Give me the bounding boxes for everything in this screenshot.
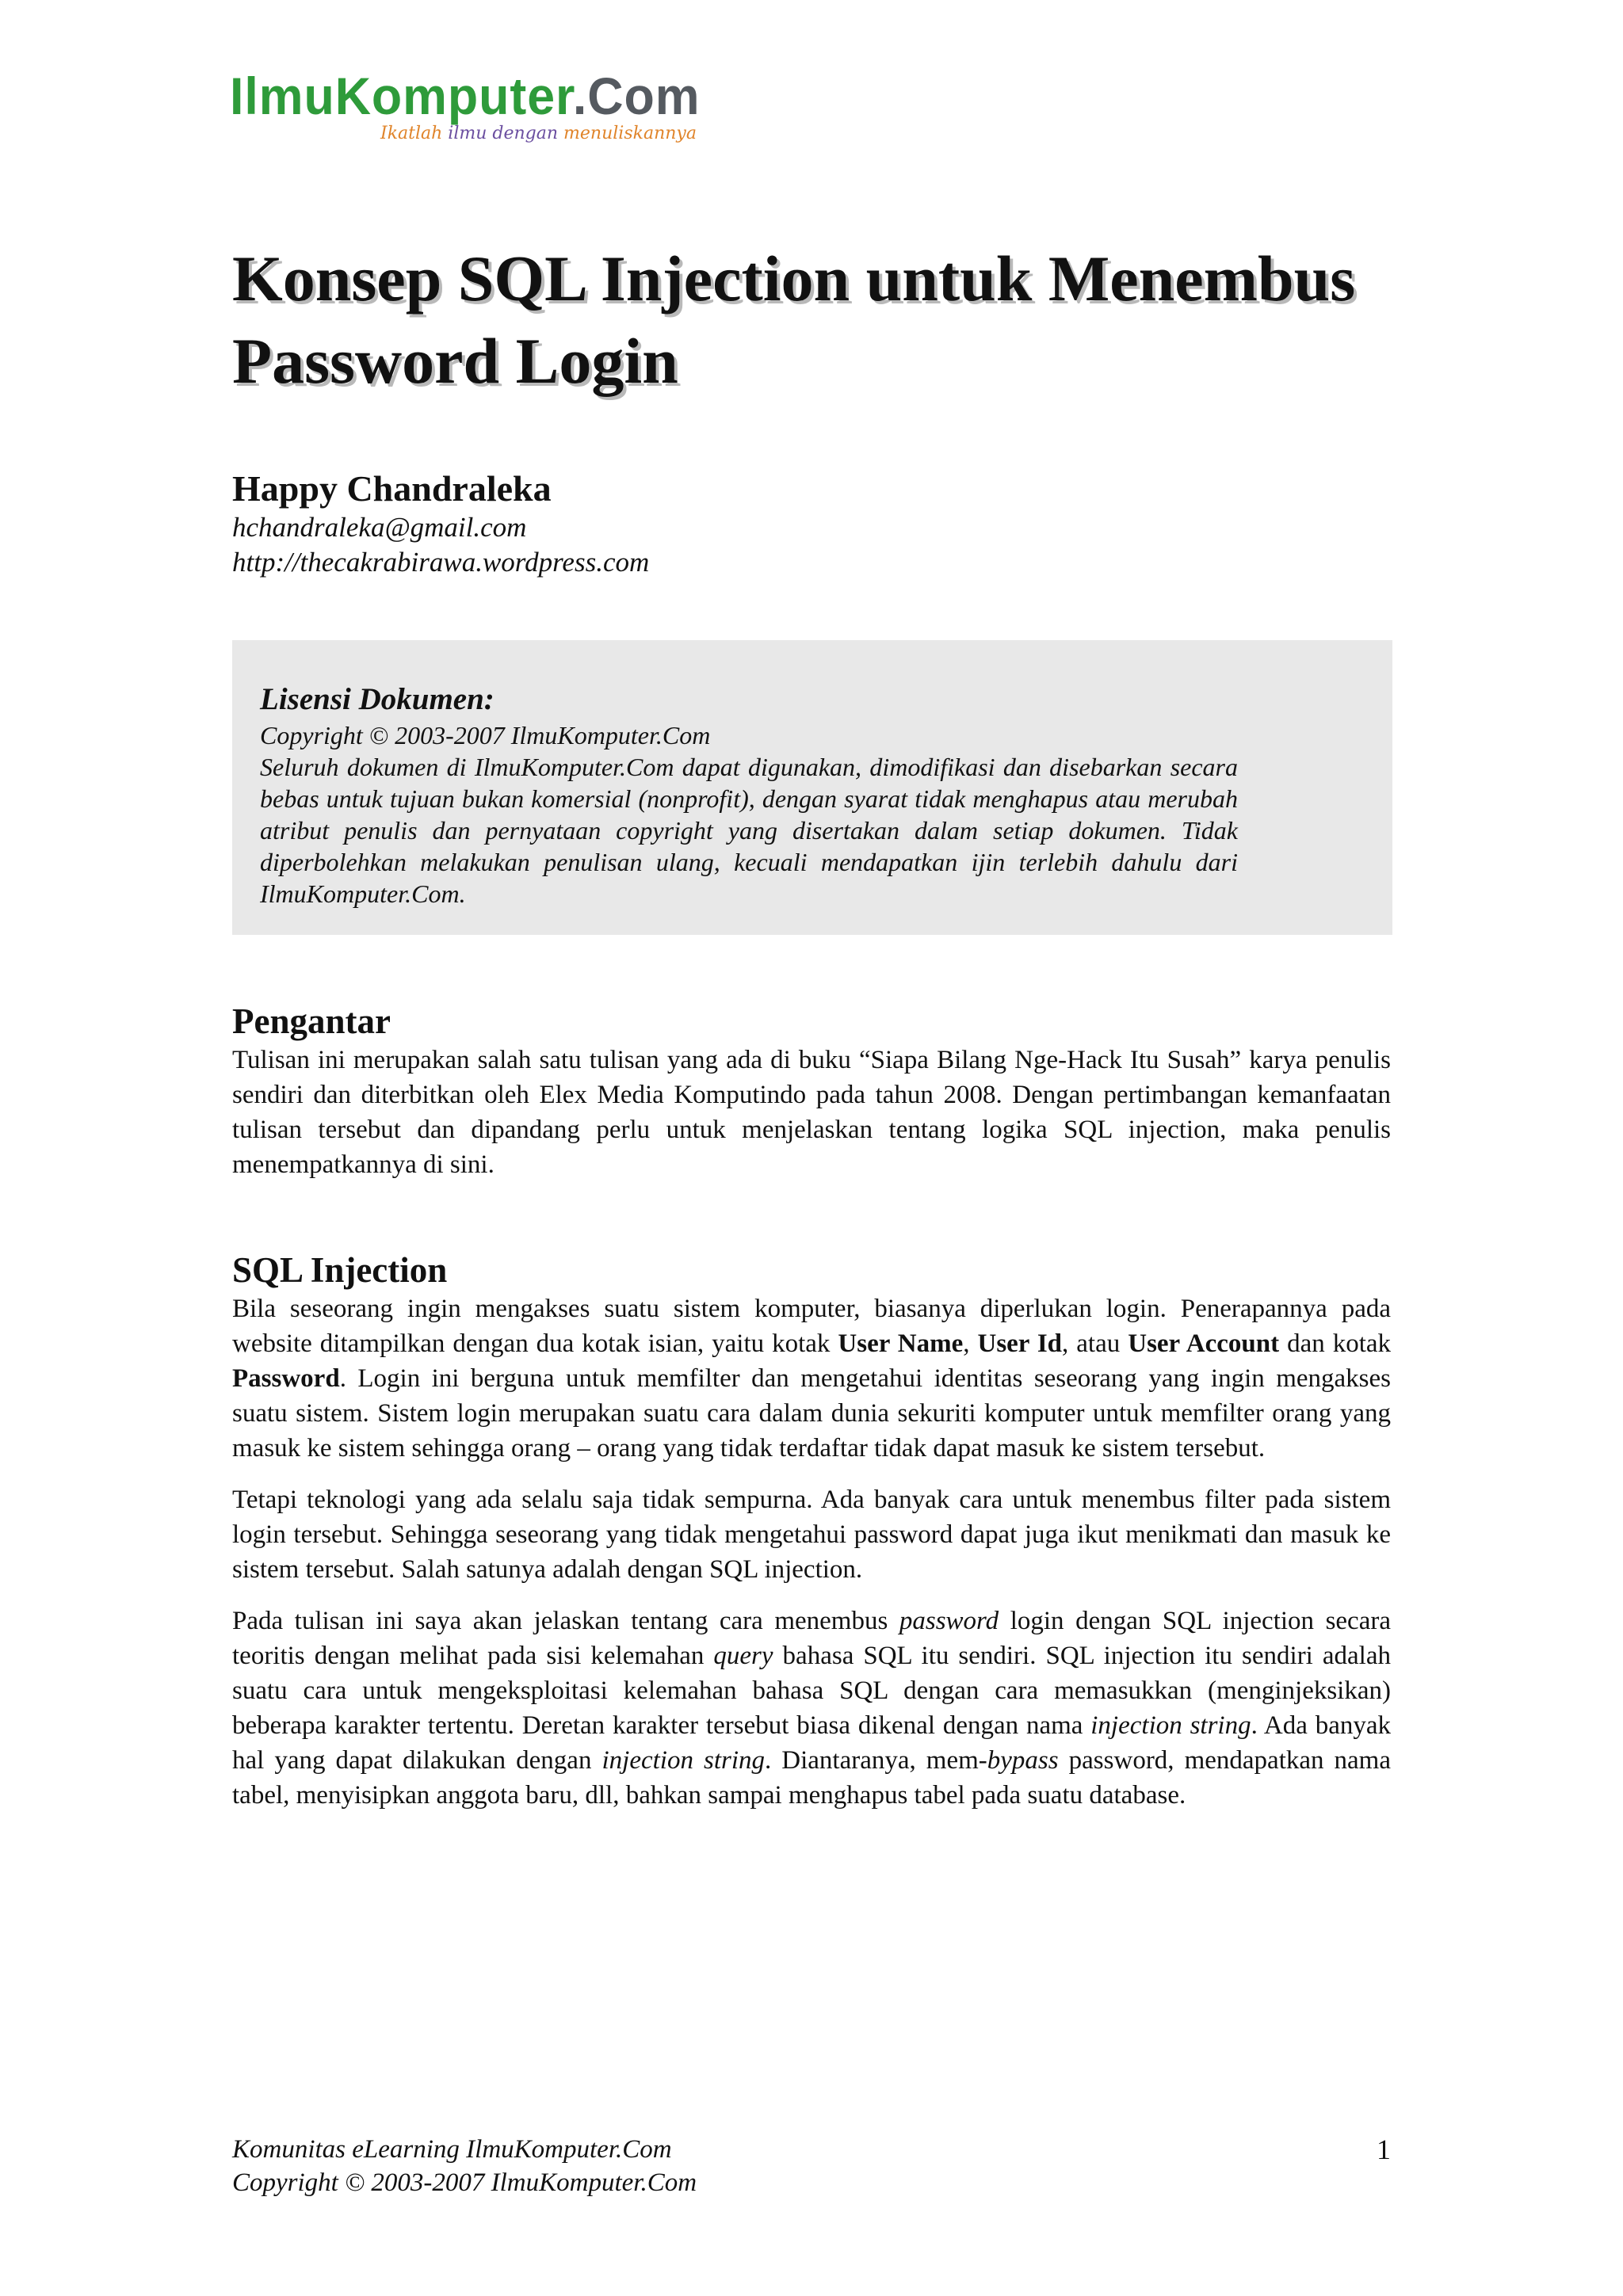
footer-community: Komunitas eLearning IlmuKomputer.Com <box>232 2135 672 2164</box>
text-run: . Login ini berguna untuk memfilter dan mengetahui identitas seseorang yang ingin mengakses suatu sistem. Sistem login merupakan suatu cara dalam dunia sekuriti komputer untuk memfilter orang yang masuk ke sistem sehingga orang – orang yang tidak terdaftar tidak dapat masuk ke sistem tersebut. <box>232 1364 1391 1463</box>
italic-term: query <box>713 1642 773 1670</box>
italic-term: bypass <box>987 1746 1059 1775</box>
italic-term: password <box>899 1607 999 1635</box>
bold-term: Password <box>232 1364 340 1393</box>
logo-wordmark <box>230 67 701 125</box>
section-paragraph <box>232 1604 1391 1813</box>
logo-komputer: Komputer <box>334 67 573 125</box>
logo-com: .Com <box>572 67 701 125</box>
document-title: Konsep SQL Injection untuk Menembus Password Login <box>232 242 1356 397</box>
text-run: login dengan SQL injection secara teoritis dengan melihat pada sisi kelemahan <box>232 1607 1391 1670</box>
bold-term: User Account <box>1128 1329 1280 1358</box>
logo-tagline-mid: ilmu dengan <box>448 124 559 143</box>
logo-ilmu: Ilmu <box>230 67 335 125</box>
author-name: Happy Chandraleka <box>232 468 552 509</box>
license-copyright: Copyright © 2003-2007 IlmuKomputer.Com <box>260 721 711 749</box>
text-run: Pada tulisan ini saya akan jelaskan tentang cara menembus <box>232 1607 899 1635</box>
author-website: http://thecakrabirawa.wordpress.com <box>232 547 650 578</box>
text-run: dan kotak <box>1279 1329 1392 1358</box>
license-title: Lisensi Dokumen: <box>260 682 495 716</box>
section-heading: Pengantar <box>232 1001 391 1041</box>
license-box <box>232 640 1392 935</box>
text-run: bahasa SQL itu sendiri. SQL injection itu sendiri adalah suatu cara untuk mengeksploitasi kelemahan bahasa SQL dengan cara memasukkan (menginjeksikan) beberapa karakter tertentu. Deretan karakter tersebut biasa dikenal dengan nama <box>232 1642 1391 1740</box>
footer-copyright: Copyright © 2003-2007 IlmuKomputer.Com <box>232 2168 697 2197</box>
text-run: . Ada banyak hal yang dapat dilakukan dengan <box>232 1711 1391 1775</box>
italic-term: injection string <box>1090 1711 1251 1740</box>
site-logo <box>230 67 725 143</box>
page-number: 1 <box>1377 2134 1391 2165</box>
logo-tagline-end: menuliskannya <box>558 124 697 143</box>
license-body: Seluruh dokumen di IlmuKomputer.Com dapat digunakan, dimodifikasi dan disebarkan secara bebas untuk tujuan bukan komersial (nonprofit), dengan syarat tidak menghapus atau merubah atribut penulis dan pernyataan copyright yang disertakan dalam setiap dokumen. Tidak diperbolehkan melakukan penulisan ulang, kecuali mendapatkan ijin terlebih dahulu dari IlmuKomputer.Com. <box>260 753 1238 908</box>
author-email: hchandraleka@gmail.com <box>232 512 527 543</box>
bold-term: User Id <box>977 1329 1063 1358</box>
logo-tagline-start: Ikatlah <box>380 124 449 143</box>
italic-term: injection string <box>601 1746 765 1775</box>
section-heading: SQL Injection <box>232 1250 448 1290</box>
page-footer <box>232 2133 1391 2199</box>
text-run: , atau <box>1062 1329 1128 1358</box>
author-block <box>232 467 649 580</box>
text-run: , <box>963 1329 978 1358</box>
section-paragraph: Tetapi teknologi yang ada selalu saja tidak sempurna. Ada banyak cara untuk menembus filter pada sistem login tersebut. Sehingga seseorang yang tidak mengetahui password dapat juga ikut menikmati dan masuk ke sistem tersebut. Salah satunya adalah dengan SQL injection. <box>232 1486 1391 1584</box>
text-run: Bila seseorang ingin mengakses suatu sistem komputer, biasanya diperlukan login. Penerapannya pada website ditampilkan dengan dua kotak isian, yaitu kotak <box>232 1295 1391 1358</box>
section-paragraph <box>232 1291 1391 1466</box>
section-sql-injection <box>232 1249 1391 1813</box>
section-pengantar <box>232 1000 1391 1182</box>
text-run: password, mendapatkan nama tabel, menyisipkan anggota baru, dll, bahkan sampai menghapus tabel pada suatu database. <box>232 1746 1391 1810</box>
logo-tagline <box>380 124 725 143</box>
text-run: . Diantaranya, mem- <box>765 1746 987 1775</box>
section-paragraph: Tulisan ini merupakan salah satu tulisan yang ada di buku “Siapa Bilang Nge-Hack Itu Susah” karya penulis sendiri dan diterbitkan oleh Elex Media Komputindo pada tahun 2008. Dengan pertimbangan kemanfaatan tulisan tersebut dan dipandang perlu untuk menjelaskan tentang logika SQL injection, maka penulis menempatkannya di sini. <box>232 1046 1391 1179</box>
bold-term: User Name <box>838 1329 964 1358</box>
